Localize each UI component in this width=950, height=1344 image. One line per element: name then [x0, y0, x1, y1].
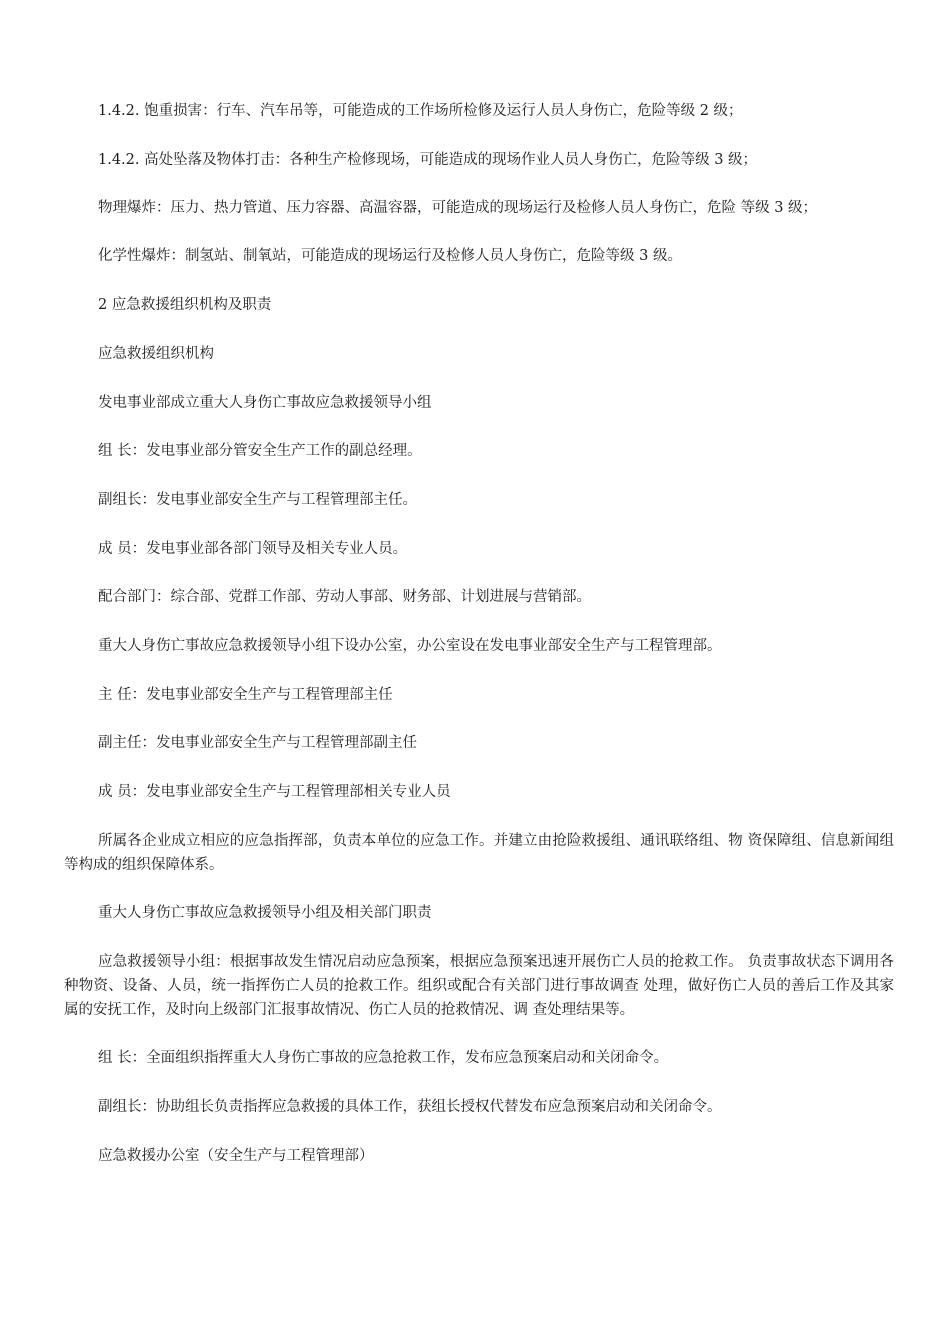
office-setup: 重大人身伤亡事故应急救援领导小组下设办公室，办公室设在发电事业部安全生产与工程管理部。 [98, 638, 722, 654]
hazard-chemical-explosion: 化学性爆炸：制氢站、制氧站，可能造成的现场运行及检修人员人身伤亡，危险等级 3 级。 [98, 248, 682, 264]
hazard-fall-strike: 1.4.2. 高处坠落及物体打击：各种生产检修现场，可能造成的现场作业人员人身伤亡，危险等级 3 级； [98, 152, 758, 168]
hazard-lifting-injury: 1.4.2. 饱重损害：行车、汽车吊等，可能造成的工作场所检修及运行人员人身伤亡，危险等级 2 级； [98, 103, 743, 119]
office-members-line: 成 员：发电事业部安全生产与工程管理部相关专业人员 [98, 784, 451, 800]
section-heading-org: 2 应急救援组织机构及职责 [98, 297, 272, 313]
leadership-group-intro: 发电事业部成立重大人身伤亡事故应急救援领导小组 [98, 395, 432, 411]
deputy-leader-line: 副组长：发电事业部安全生产与工程管理部主任。 [98, 492, 417, 508]
emergency-office-heading: 应急救援办公室（安全生产与工程管理部） [98, 1148, 374, 1164]
leader-duties: 组 长：全面组织指挥重大人身伤亡事故的应急抢救工作，发布应急预案启动和关闭命令。 [98, 1050, 669, 1066]
group-leader-line: 组 长：发电事业部分管安全生产工作的副总经理。 [98, 443, 422, 459]
office-director-line: 主 任：发电事业部安全生产与工程管理部主任 [98, 687, 393, 703]
leadership-group-duties: 应急救援领导小组：根据事故发生情况启动应急预案，根据应急预案迅速开展伤亡人员的抢救工作。 负责事故状态下调用各种物资、设备、人员，统一指挥伤亡人员的抢救工作。组织或配合有关部门进行事故调查 处理，做好伤亡人员的善后工作及其家属的安抚工作，及时向上级部门汇报事故情况、伤亡人员的抢救情况、调 查处理结果等。 [64, 954, 894, 1018]
subheading-responsibilities: 重大人身伤亡事故应急救援领导小组及相关部门职责 [98, 905, 432, 921]
subheading-org-structure: 应急救援组织机构 [98, 346, 214, 362]
cooperating-departments: 配合部门：综合部、党群工作部、劳动人事部、财务部、计划进展与营销部。 [98, 589, 591, 605]
hazard-physical-explosion: 物理爆炸：压力、热力管道、压力容器、高温容器，可能造成的现场运行及检修人员人身伤亡，危险 等级 3 级； [98, 200, 818, 216]
members-line: 成 员：发电事业部各部门领导及相关专业人员。 [98, 541, 408, 557]
deputy-leader-duties: 副组长：协助组长负责指挥应急救援的具体工作，获组长授权代替发布应急预案启动和关闭命令。 [98, 1099, 722, 1115]
office-deputy-director-line: 副主任：发电事业部安全生产与工程管理部副主任 [98, 735, 417, 751]
subsidiary-command-paragraph: 所属各企业成立相应的应急指挥部，负责本单位的应急工作。并建立由抢险救援组、通讯联络组、物 资保障组、信息新闻组等构成的组织保障体系。 [64, 833, 894, 873]
